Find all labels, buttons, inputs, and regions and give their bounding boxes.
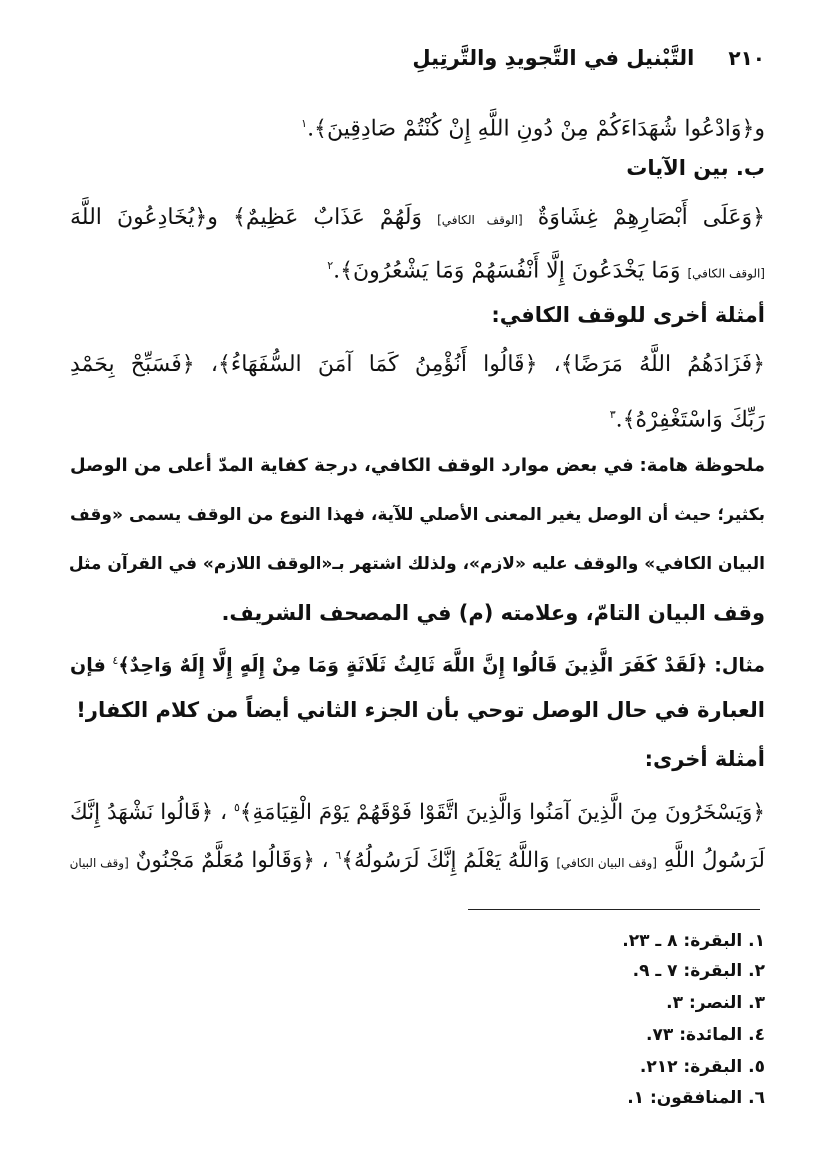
examples-heading-text: أمثلة أخرى: — [644, 747, 765, 771]
footnote-ref-4: ٤ — [112, 654, 119, 667]
section-heading-text: ب. بين الآيات — [626, 156, 765, 180]
verse-line-16 — [70, 836, 765, 883]
stop-mark-label: [الوقف الكافي] — [437, 213, 523, 227]
examples-heading — [70, 297, 765, 333]
verse-text: ، ﴿وَقَالُوا مُعَلَّمٌ مَجْنُونٌ — [135, 848, 329, 874]
verse-line-6 — [70, 345, 765, 385]
paragraph-text: بكثير؛ حيث أن الوصل يغير المعنى الأصلي للآية، فهذا النوع من الوقف يسمى «وقف — [70, 505, 765, 525]
paragraph-text: البيان الكافي» والوقف عليه «لازم»، ولذلك اشتهر بـ«الوقف اللازم» في القرآن مثل — [68, 554, 765, 574]
verse-text: ، ﴿قَالُوا نَشْهَدُ إِنَّكَ — [70, 800, 228, 826]
verse-line-3 — [70, 198, 765, 240]
page-number: ٢١٠ — [728, 46, 765, 70]
footnote-4: ٤. المائدة: ٧٣. — [646, 1025, 765, 1045]
verse-text: ﴿وَيَسْخَرُونَ مِنَ الَّذِينَ آمَنُوا وَالَّذِينَ اتَّقَوْا فَوْقَهُمْ يَوْمَ الْقِيَامَةِ﴾ — [239, 800, 765, 826]
footnote-ref-5: ٥ — [234, 801, 240, 814]
running-title: التَّبْنيل في التَّجويدِ والتَّرتِيلِ — [412, 46, 695, 70]
examples-heading-2 — [70, 741, 765, 777]
verse-text: لَرَسُولُ اللَّهِ — [663, 848, 765, 874]
footnote-ref-6: ٦ — [335, 849, 342, 862]
paragraph-line-2 — [70, 497, 765, 533]
footnote-divider — [468, 909, 760, 910]
stop-mark-label: [وقف البيان — [69, 856, 129, 871]
paragraph-line-1 — [70, 448, 765, 484]
verse-text: وَلَهُمْ عَذَابٌ عَظِيمٌ﴾ و﴿يُخَادِعُونَ اللَّهَ — [70, 205, 423, 230]
example-text: مثال: ﴿لَقَدْ كَفَرَ الَّذِينَ قَالُوا إِنَّ اللَّهَ ثَالِثُ ثَلَاثَةٍ وَمَا مِنْ إِلَهٍ إِلَّا إِلَهٌ وَاحِدٌ﴾ — [118, 654, 766, 677]
verse-line-7 — [70, 395, 765, 440]
verse-text: وَاللَّهُ يَعْلَمُ إِنَّكَ لَرَسُولُهُ﴾ — [341, 848, 550, 874]
verse-line-4 — [70, 246, 765, 293]
footnote-2: ٢. البقرة: ٧ ـ ٩. — [632, 961, 765, 981]
verse-text: ﴿فَزَادَهُمُ اللَّهُ مَرَضًا﴾، ﴿قَالُوا أَنُؤْمِنُ كَمَا آمَنَ السُّفَهَاءُ﴾، ﴿فَسَبِّحْ بِحَمْدِ — [70, 352, 765, 377]
footnote-ref-2: ٢ — [327, 259, 334, 272]
paragraph-text: في بعض موارد الوقف الكافي، درجة كفاية المدّ أعلى من الوصل — [70, 455, 634, 476]
example-line — [70, 643, 765, 683]
paragraph-line-3 — [70, 546, 765, 582]
stop-mark-label: [الوقف الكافي] — [687, 266, 765, 281]
footnote-5: ٥. البقرة: ٢١٢. — [639, 1057, 765, 1077]
paragraph-text: العبارة في حال الوصل توحي بأن الجزء الثاني أيضاً من كلام الكفار! — [76, 698, 765, 722]
section-heading — [70, 150, 765, 186]
verse-text: رَبِّكَ وَاسْتَغْفِرْهُ﴾. — [615, 407, 765, 433]
paragraph-line-4 — [70, 595, 765, 631]
examples-heading-text: أمثلة أخرى للوقف الكافي: — [491, 303, 765, 327]
example-tail: فإن — [70, 654, 106, 677]
footnote-ref-3: ٣ — [609, 408, 616, 421]
verse-line-15 — [70, 788, 765, 833]
verse-text: وَمَا يَخْدَعُونَ إِلَّا أَنْفُسَهُمْ وَمَا يَشْعُرُونَ﴾. — [333, 258, 681, 284]
note-label: ملحوظة هامة: — [639, 455, 765, 476]
verse-line-1 — [70, 104, 765, 149]
page-header — [70, 38, 765, 78]
stop-mark-label: [وقف البيان الكافي] — [556, 856, 657, 871]
verse-text: و﴿وَادْعُوا شُهَدَاءَكُمْ مِنْ دُونِ اللَّهِ إِنْ كُنْتُمْ صَادِقِينَ﴾. — [307, 116, 765, 142]
footnote-3: ٣. النصر: ٣. — [666, 993, 765, 1013]
footnote-1: ١. البقرة: ٨ ـ ٢٣. — [622, 931, 765, 951]
paragraph-text: وقف البيان التامّ، وعلامته (م) في المصحف الشريف. — [221, 601, 765, 625]
verse-text: ﴿وَعَلَى أَبْصَارِهِمْ غِشَاوَةٌ — [537, 205, 766, 230]
footnote-ref-1: ١ — [301, 117, 308, 130]
paragraph-line-5 — [70, 692, 765, 728]
footnote-6: ٦. المنافقون: ١. — [627, 1088, 765, 1108]
